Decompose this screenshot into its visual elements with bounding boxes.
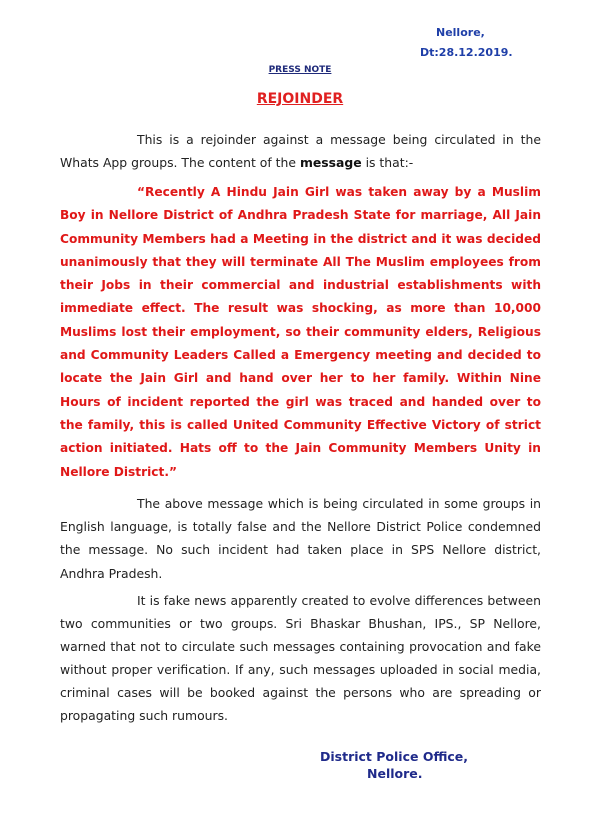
intro-paragraph bbox=[60, 128, 541, 174]
header-location: Nellore, bbox=[436, 26, 485, 39]
intro-text-after: is that:- bbox=[361, 155, 414, 171]
clarification-paragraph: The above message which is being circulated in some groups in English language, is totally false and the Nellore District Police condemned the message. No such incident had taken place in SPS Nellore district, Andhra Pradesh. bbox=[60, 496, 541, 581]
header-date: Dt:28.12.2019. bbox=[420, 46, 513, 59]
quoted-message: “Recently A Hindu Jain Girl was taken away by a Muslim Boy in Nellore District of Andhra Pradesh State for marriage, All Jain Community Members had a Meeting in the district and it was decided unanimously that they will terminate All The Muslim employees from their Jobs in their commercial and industrial establishments with immediate effect. The result was shocking, as more than 10,000 Muslims lost their employment, so their community elders, Religious and Community Leaders Called a Emergency meeting and decided to locate the Jain Girl and hand over her to her family. Within Nine Hours of incident reported the girl was traced and handed over to the family, this is called United Community Effective Victory of strict action initiated. Hats off to the Jain Community Members Unity in Nellore District.” bbox=[60, 185, 541, 479]
page-title: REJOINDER bbox=[256, 91, 344, 107]
warning-paragraph: It is fake news apparently created to evolve differences between two communities or two groups. Sri Bhaskar Bhushan, IPS., SP Nellore, warned that not to circulate such messages containing provocation and fake without proper verification. If any, such messages uploaded in social media, criminal cases will be booked against the persons who are spreading or propagating such rumours. bbox=[60, 593, 541, 723]
press-note-label: PRESS NOTE bbox=[268, 65, 332, 75]
intro-text-bold: message bbox=[299, 155, 362, 171]
signature-office: District Police Office, bbox=[320, 749, 469, 764]
signature-city: Nellore. bbox=[367, 766, 423, 781]
intro-text-before: This is a rejoinder against a message being circulated in the Whats App groups. The content of the bbox=[60, 132, 541, 171]
